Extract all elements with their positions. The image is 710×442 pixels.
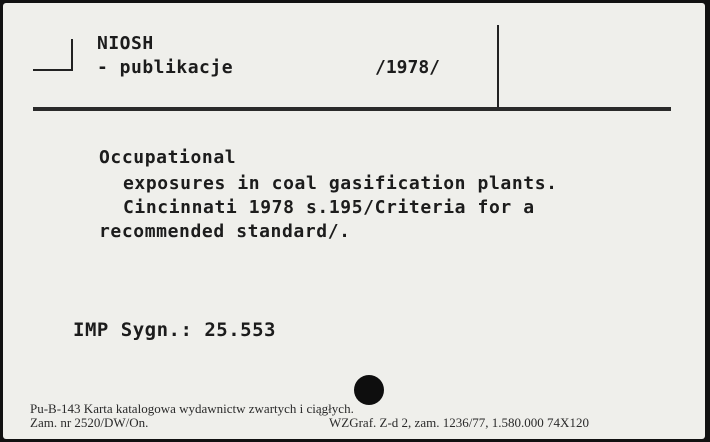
title-line: Occupational <box>99 147 237 168</box>
header-divider <box>497 25 499 109</box>
form-caption: Pu-B-143 Karta katalogowa wydawnictw zwartych i ciągłych. <box>30 401 354 416</box>
order-number: Zam. nr 2520/DW/On. <box>30 415 149 430</box>
corner-mark-horizontal <box>33 69 73 71</box>
imprint-line: Cincinnati 1978 s.195/Criteria for a <box>123 197 535 218</box>
header-rule <box>33 107 671 111</box>
punch-hole <box>354 375 384 405</box>
title-line: exposures in coal gasification plants. <box>123 173 558 194</box>
header-category: - publikacje <box>97 57 234 78</box>
corner-mark-vertical <box>71 39 73 71</box>
series-line: recommended standard/. <box>99 221 351 242</box>
catalog-card <box>3 3 705 439</box>
printer-info: WZGraf. Z-d 2, zam. 1236/77, 1.580.000 74X120 <box>329 415 589 430</box>
call-number: IMP Sygn.: 25.553 <box>73 319 276 341</box>
header-year: /1978/ <box>375 57 441 78</box>
header-source: NIOSH <box>97 33 154 54</box>
